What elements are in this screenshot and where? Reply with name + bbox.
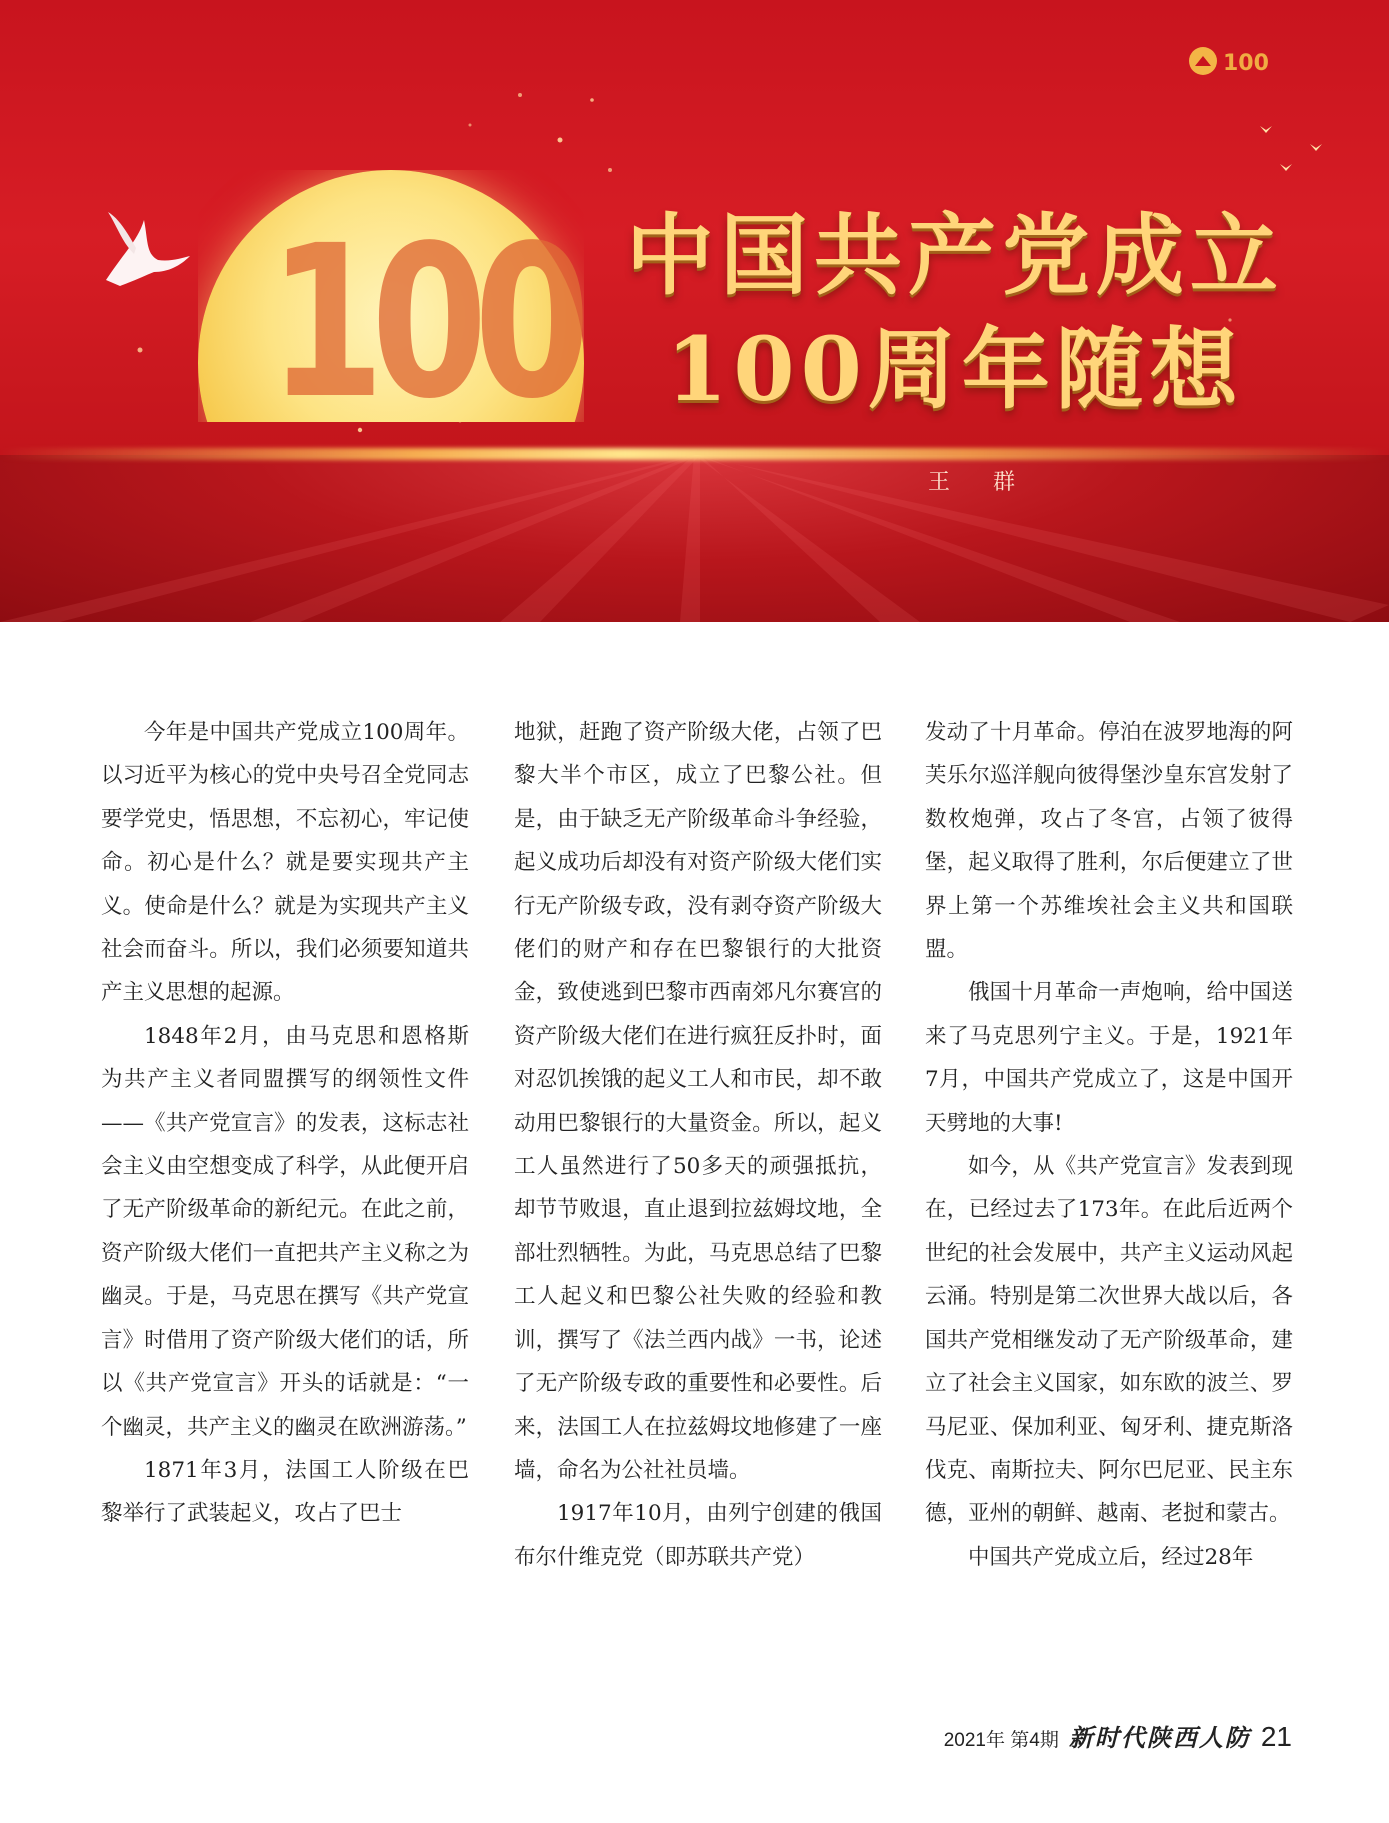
sun-number-100: 100 bbox=[268, 200, 577, 445]
paragraph-continued: 发动了十月革命。停泊在波罗地海的阿芙乐尔巡洋舰向彼得堡沙皇东宫发射了数枚炮弹，攻占了冬宫，占领了彼得堡，起义取得了胜利，尔后便建立了世界上第一个苏维埃社会主义共和国联盟。 bbox=[925, 720, 1293, 963]
horizon-glow bbox=[0, 448, 1389, 460]
column-3 bbox=[925, 711, 1293, 1579]
title-line-2: 100周年随想 bbox=[666, 317, 1244, 422]
paragraph: 1917年10月，由列宁创建的俄国布尔什维克党（即苏联共产党） bbox=[514, 1501, 882, 1570]
magazine-name: 新时代陕西人防 bbox=[1068, 1723, 1251, 1752]
issue-label: 2021年 第4期 bbox=[943, 1730, 1059, 1751]
dove-icon bbox=[96, 210, 192, 290]
paragraph: 俄国十月革命一声炮响，给中国送来了马克思列宁主义。于是，1921年7月，中国共产党成立了，这是中国开天劈地的大事! bbox=[925, 980, 1293, 1136]
author-name: 王 群 bbox=[928, 470, 1033, 495]
column-1 bbox=[101, 711, 469, 1536]
paragraph: 1848年2月，由马克思和恩格斯为共产主义者同盟撰写的纲领性文件——《共产党宣言》的发表，这标志社会主义由空想变成了科学，从此便开启了无产阶级革命的新纪元。在此之前，资产阶级大佬们一直把共产主义称之为幽灵。于是，马克思在撰写《共产党宣言》时借用了资产阶级大佬们的话，所以《共产党宣言》开头的话就是：“一个幽灵，共产主义的幽灵在欧洲游荡。” bbox=[101, 1023, 469, 1440]
article-body bbox=[0, 711, 1389, 1691]
header-banner bbox=[0, 0, 1389, 622]
paragraph: 如今，从《共产党宣言》发表到现在，已经过去了173年。在此后近两个世纪的社会发展中，共产主义运动风起云涌。特别是第二次世界大战以后，各国共产党相继发动了无产阶级革命，建立了社会主义国家，如东欧的波兰、罗马尼亚、保加利亚、匈牙利、捷克斯洛伐克、南斯拉夫、阿尔巴尼亚、民主东德，亚州的朝鲜、越南、老挝和蒙古。 bbox=[925, 1154, 1293, 1527]
paragraph-continued: 地狱，赶跑了资产阶级大佬，占领了巴黎大半个市区，成立了巴黎公社。但是，由于缺乏无产阶级革命斗争经验，起义成功后却没有对资产阶级大佬们实行无产阶级专政，没有剥夺资产阶级大佬们的财产和存在巴黎银行的大批资金，致使逃到巴黎市西南郊凡尔赛宫的资产阶级大佬们在进行疯狂反扑时，面对忍饥挨饿的起义工人和市民，却不敢动用巴黎银行的大量资金。所以，起义工人虽然进行了50多天的顽强抵抗，却节节败退，直止退到拉兹姆坟地，全部壮烈牺牲。为此，马克思总结了巴黎工人起义和巴黎公社失败的经验和教训，撰写了《法兰西内战》一书，论述了无产阶级专政的重要性和必要性。后来，法国工人在拉兹姆坟地修建了一座墙，命名为公社社员墙。 bbox=[514, 720, 882, 1483]
flying-birds-icon bbox=[1250, 118, 1340, 188]
paragraph: 今年是中国共产党成立100周年。以习近平为核心的党中央号召全党同志要学党史，悟思想，不忘初心，牢记使命。初心是什么？就是要实现共产主义。使命是什么？就是为实现共产主义社会而奋斗。所以，我们必须要知道共产主义思想的起源。 bbox=[101, 720, 469, 1006]
paragraph: 1871年3月，法国工人阶级在巴黎举行了武装起义，攻占了巴士 bbox=[101, 1457, 469, 1527]
svg-text:100: 100 bbox=[1223, 51, 1269, 76]
article-title bbox=[560, 198, 1350, 427]
title-line-1: 中国共产党成立 bbox=[625, 203, 1284, 307]
column-2 bbox=[514, 711, 882, 1579]
page-number: 21 bbox=[1260, 1721, 1292, 1752]
light-rays bbox=[0, 455, 1389, 622]
paragraph: 中国共产党成立后，经过28年 bbox=[968, 1544, 1254, 1570]
page-footer bbox=[944, 1718, 1292, 1758]
anniversary-emblem-icon bbox=[1185, 36, 1275, 86]
